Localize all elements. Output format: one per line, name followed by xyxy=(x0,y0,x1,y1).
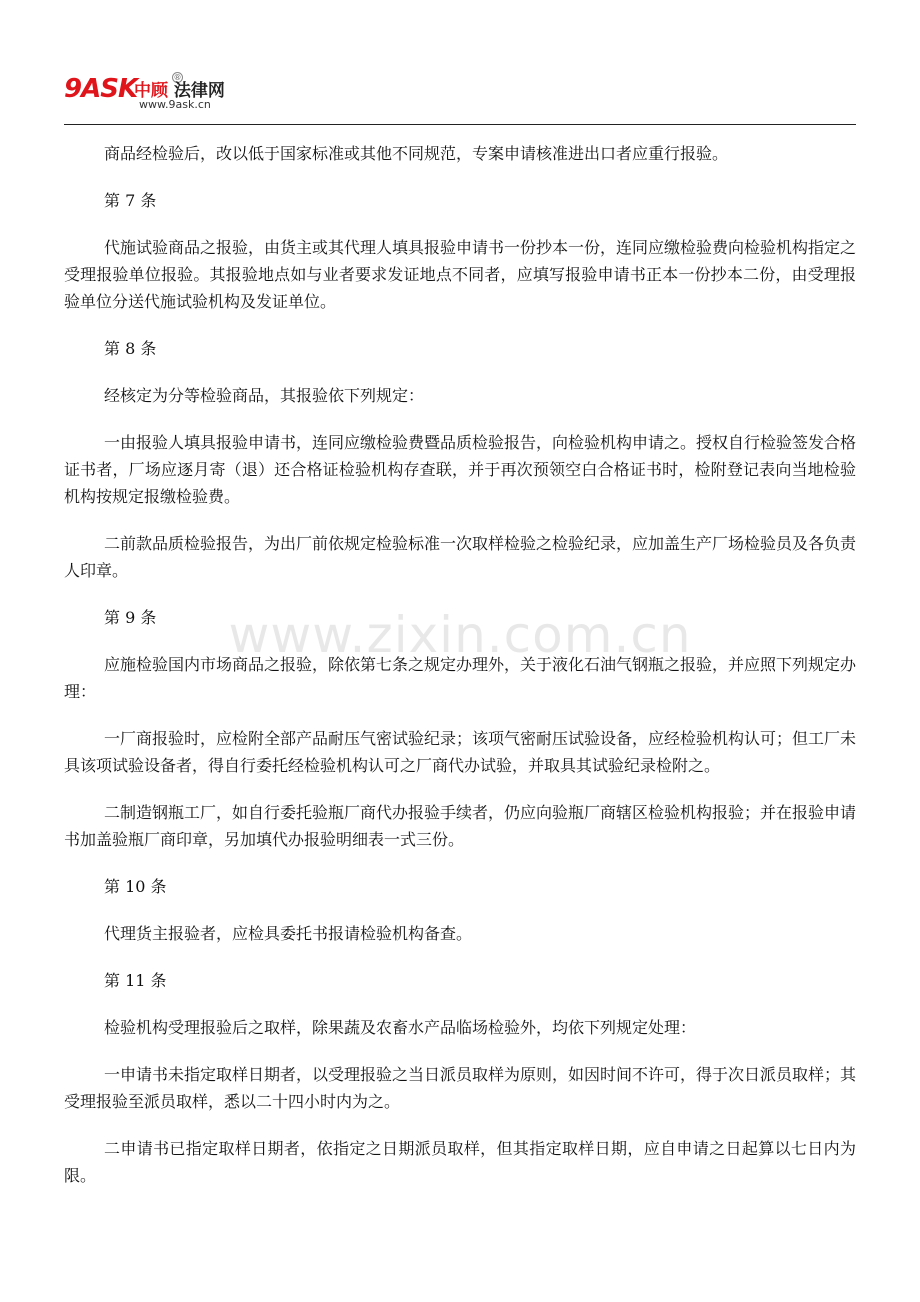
paragraph: 商品经检验后，改以低于国家标准或其他不同规范，专案申请核准进出口者应重行报验。 xyxy=(104,144,729,163)
paragraph: 一厂商报验时，应检附全部产品耐压气密试验纪录；该项气密耐压试验设备，应经检验机构认可；但工厂未具该项试验设备者，得自行委托经检验机构认可之厂商代办试验，并取具其试验纪录检附之。 xyxy=(64,729,857,775)
site-logo[interactable] xyxy=(64,72,254,112)
paragraph: 代施试验商品之报验，由货主或其代理人填具报验申请书一份抄本一份，连同应缴检验费向检验机构指定之受理报验单位报验。其报验地点如与业者要求发证地点不同者，应填写报验申请书正本一份抄本二份，由受理报验单位分送代施试验机构及发证单位。 xyxy=(64,238,857,311)
paragraph: 应施检验国内市场商品之报验，除依第七条之规定办理外，关于液化石油气钢瓶之报验，并应照下列规定办理： xyxy=(64,655,857,701)
paragraph: 一由报验人填具报验申请书，连同应缴检验费暨品质检验报告，向检验机构申请之。授权自行检验签发合格证书者，厂场应逐月寄（退）还合格证检验机构存查联，并于再次预领空白合格证书时，检附登记表向当地检验机构按规定报缴检验费。 xyxy=(64,433,857,506)
document-body xyxy=(64,140,856,1189)
watermark: www.zixin.com.cn xyxy=(228,606,692,664)
paragraph-gap xyxy=(64,315,856,335)
paragraph: 二制造钢瓶工厂，如自行委托验瓶厂商代办报验手续者，仍应向验瓶厂商辖区检验机构报验；并在报验申请书加盖验瓶厂商印章，另加填代办报验明细表一式三份。 xyxy=(64,803,857,849)
paragraph-gap xyxy=(64,167,856,187)
paragraph-gap xyxy=(64,510,856,530)
paragraph-gap xyxy=(64,900,856,920)
logo-brand: 9ASK xyxy=(64,74,138,104)
paragraph-gap xyxy=(64,947,856,967)
paragraph-gap xyxy=(64,362,856,382)
article-heading: 第 8 条 xyxy=(104,339,157,358)
paragraph-gap xyxy=(64,214,856,234)
header-divider xyxy=(64,124,856,125)
paragraph: 二申请书已指定取样日期者，依指定之日期派员取样，但其指定取样日期，应自申请之日起算以七日内为限。 xyxy=(64,1139,856,1185)
logo-name-b: 法律网 xyxy=(173,81,225,101)
paragraph-gap xyxy=(64,779,856,799)
paragraph-gap xyxy=(64,705,856,725)
article-heading: 第 11 条 xyxy=(104,971,167,990)
paragraph-gap xyxy=(64,409,856,429)
logo-name-a: 中顾 xyxy=(134,81,168,101)
paragraph-gap xyxy=(64,853,856,873)
page-header xyxy=(64,68,856,126)
paragraph: 检验机构受理报验后之取样，除果蔬及农畜水产品临场检验外，均依下列规定处理： xyxy=(104,1018,697,1037)
paragraph-gap xyxy=(64,631,856,651)
registered-icon: ® xyxy=(173,73,182,82)
article-heading: 第 10 条 xyxy=(104,877,167,896)
paragraph: 二前款品质检验报告，为出厂前依规定检验标准一次取样检验之检验纪录，应加盖生产厂场检验员及各负责人印章。 xyxy=(64,534,857,580)
paragraph-gap xyxy=(64,584,856,604)
paragraph-gap xyxy=(64,994,856,1014)
article-heading: 第 7 条 xyxy=(104,191,157,210)
paragraph: 经核定为分等检验商品，其报验依下列规定： xyxy=(104,386,425,405)
paragraph-gap xyxy=(64,1115,856,1135)
article-heading: 第 9 条 xyxy=(104,608,157,627)
logo-url: www.9ask.cn xyxy=(139,98,211,111)
paragraph: 代理货主报验者，应检具委托书报请检验机构备查。 xyxy=(104,924,473,943)
paragraph: 一申请书未指定取样日期者，以受理报验之当日派员取样为原则，如因时间不许可，得于次日派员取样；其受理报验至派员取样，悉以二十四小时内为之。 xyxy=(64,1065,857,1111)
paragraph-gap xyxy=(64,1041,856,1061)
